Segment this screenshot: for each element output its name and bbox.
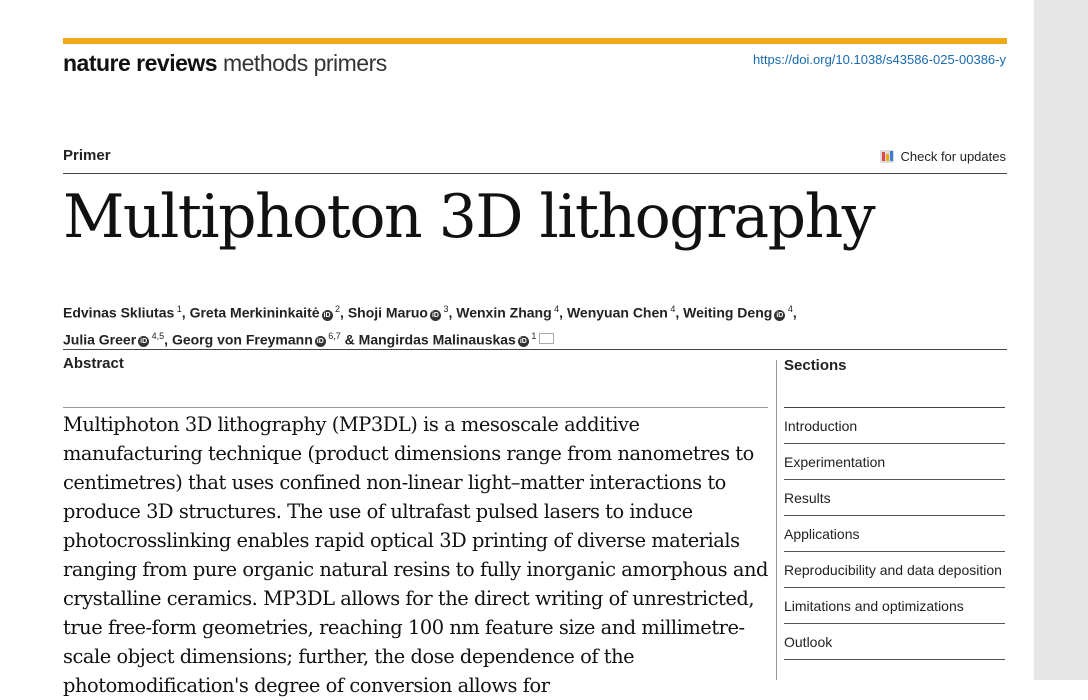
orcid-icon[interactable]: iD	[776, 311, 784, 319]
author-separator: ,	[340, 304, 348, 321]
author-name[interactable]: Wenxin Zhang	[456, 304, 552, 321]
authors-divider	[63, 349, 1007, 350]
author-separator: ,	[559, 304, 567, 321]
abstract-divider	[63, 407, 768, 408]
affiliation-superscript: 6,7	[325, 330, 341, 341]
header-divider	[63, 173, 1007, 174]
affiliation-superscript: 4	[785, 304, 793, 314]
orcid-icon[interactable]: iD	[519, 338, 527, 346]
author-name[interactable]: Mangirdas Malinauskas	[358, 331, 516, 348]
abstract-text: Multiphoton 3D lithography (MP3DL) is a mesoscale additive manufacturing technique (product dimensions range from nanometres to centimetres) that uses confined non-linear light–matter interactions to produce 3D structures. The use of ultrafast pulsed lasers to induce photocrosslinking enables rapid optical 3D printing of diverse materials ranging from pure organic natural resins to fully inorganic amorphous and crystalline ceramics. MP3DL allows for the direct writing of unrestricted, true free-form geometries, reaching 100 nm feature size and millimetre-scale object dimensions; further, the dose dependence of the photomodification's degree of conversion allows for	[63, 413, 768, 697]
affiliation-superscript: 1	[528, 330, 537, 341]
author-name[interactable]: Weiting Deng	[683, 304, 773, 321]
doi-link[interactable]: https://doi.org/10.1038/s43586-025-00386-y	[753, 52, 1006, 67]
author-separator: ,	[792, 304, 797, 321]
author-separator: &	[340, 331, 359, 348]
author-name[interactable]: Shoji Maruo	[347, 304, 428, 321]
section-link-reproducibility[interactable]: Reproducibility and data deposition	[784, 552, 1005, 588]
author-name[interactable]: Greta Merkininkaitė	[189, 304, 320, 321]
affiliation-superscript: 4	[551, 304, 560, 314]
author-separator: ,	[675, 304, 684, 321]
abstract-heading: Abstract	[63, 355, 124, 372]
author-list	[63, 298, 1007, 351]
affiliation-superscript: 3	[440, 304, 449, 314]
author-separator: ,	[181, 304, 190, 321]
affiliation-superscript: 4,5	[149, 330, 165, 341]
section-link-introduction[interactable]: Introduction	[784, 408, 1005, 444]
journal-name-light: methods primers	[222, 50, 387, 76]
journal-logo	[63, 50, 387, 77]
section-link-results[interactable]: Results	[784, 480, 1005, 516]
check-updates-icon	[879, 148, 895, 164]
column-divider	[776, 360, 777, 680]
orcid-icon[interactable]: iD	[431, 311, 439, 319]
article-type: Primer	[63, 147, 111, 164]
author-name[interactable]: Edvinas Skliutas	[63, 304, 175, 321]
section-link-outlook[interactable]: Outlook	[784, 624, 1005, 660]
sections-heading: Sections	[784, 355, 1005, 408]
author-name[interactable]: Wenyuan Chen	[566, 304, 668, 321]
affiliation-superscript: 1	[174, 304, 182, 314]
article-title: Multiphoton 3D lithography	[63, 182, 875, 252]
section-link-limitations[interactable]: Limitations and optimizations	[784, 588, 1005, 624]
journal-name-bold: nature reviews	[63, 50, 218, 76]
affiliation-superscript: 4	[667, 304, 676, 314]
check-updates-button[interactable]	[879, 148, 1006, 164]
email-icon[interactable]	[539, 333, 554, 344]
section-link-applications[interactable]: Applications	[784, 516, 1005, 552]
orcid-icon[interactable]: iD	[140, 338, 148, 346]
journal-accent-bar	[63, 38, 1007, 44]
author-name[interactable]: Georg von Freymann	[171, 331, 313, 348]
orcid-icon[interactable]: iD	[323, 311, 331, 319]
affiliation-superscript: 2	[332, 304, 341, 314]
section-link-experimentation[interactable]: Experimentation	[784, 444, 1005, 480]
author-separator: ,	[448, 304, 457, 321]
author-separator: ,	[164, 331, 172, 348]
page-edge-shade	[1034, 0, 1088, 680]
orcid-icon[interactable]: iD	[316, 338, 324, 346]
author-name[interactable]: Julia Greer	[63, 331, 137, 348]
sections-nav	[784, 355, 1005, 660]
check-updates-label: Check for updates	[900, 148, 1006, 164]
